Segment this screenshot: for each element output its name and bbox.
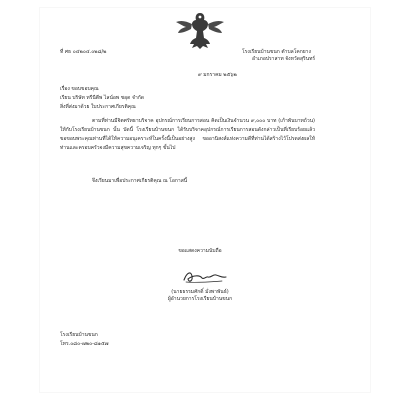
body-paragraph-2: จึงเรียนมาเพื่อประกาศเกียรติคุณ ณ โอกาสนี้ xyxy=(92,178,188,184)
reference-number: ที่ ศธ ๐๔๒๐๔.๐๒๘/๒ xyxy=(60,49,107,55)
letter-date: ๙ มกราคม ๒๕๖๒ xyxy=(198,72,237,78)
subject-line: เรื่อง ขอบขอบคุณ xyxy=(60,86,99,92)
footer-phone: โทร.๐๘๐-๗๒๐-๘๑๕๗ xyxy=(60,341,109,347)
sender-address: อำเภอปราสาท จังหวัดสุรินทร์ xyxy=(252,56,316,62)
closing-text: ขอแสดงความนับถือ xyxy=(178,248,222,254)
signer-title: ผู้อำนวยการโรงเรียนบ้านขนก xyxy=(167,296,233,302)
recipient-line: เรียน บริษัท ทรีนีตีพ ไลน์อพ ชอุด จำกัด xyxy=(60,95,145,101)
letter-body xyxy=(60,117,315,153)
footer-school: โรงเรียนบ้านขนก xyxy=(60,332,98,338)
sender-name: โรงเรียนบ้านขนก ตำบลโคกยาง xyxy=(242,49,311,55)
attachment-line: สิ่งที่ส่งมาด้วย ใบประกาศเกียรติคุณ xyxy=(60,104,136,110)
handwritten-signature-icon xyxy=(180,268,228,286)
garuda-emblem-icon xyxy=(172,10,228,50)
signer-name: (นายธรรมศักดิ์ มั่งพาพันธ์) xyxy=(171,289,229,295)
body-paragraph-1: ตามที่ท่านมีจิตศรัทธาบริจาค อุปกรณ์การเรียนการสอน คิดเป็นเงินจำนวน ๙,๐๐๐ บาท (เก้าพันบาทถ้วน) ให้กับโรงเรียนบ้านขนก นั้น บัดนี้ โรงเรียนบ้านขนก ได้รับบริจาคอุปกรณ์การเรียนการสอนดังกล่าวเป็นที่เรียบร้อยแล้ว ขอขอบพระคุณท่านที่ได้ให้ความอนุเคราะห์ในครั้งนี้เป็นอย่างสูง ขออานิสงส์แห่งความดีที่ท่านได้สร้างไว้โปรดส่งผลให้ท่านและครอบครัวจงมีความสุขความเจริญ ทุกๆ ขั้นไป xyxy=(60,118,315,151)
